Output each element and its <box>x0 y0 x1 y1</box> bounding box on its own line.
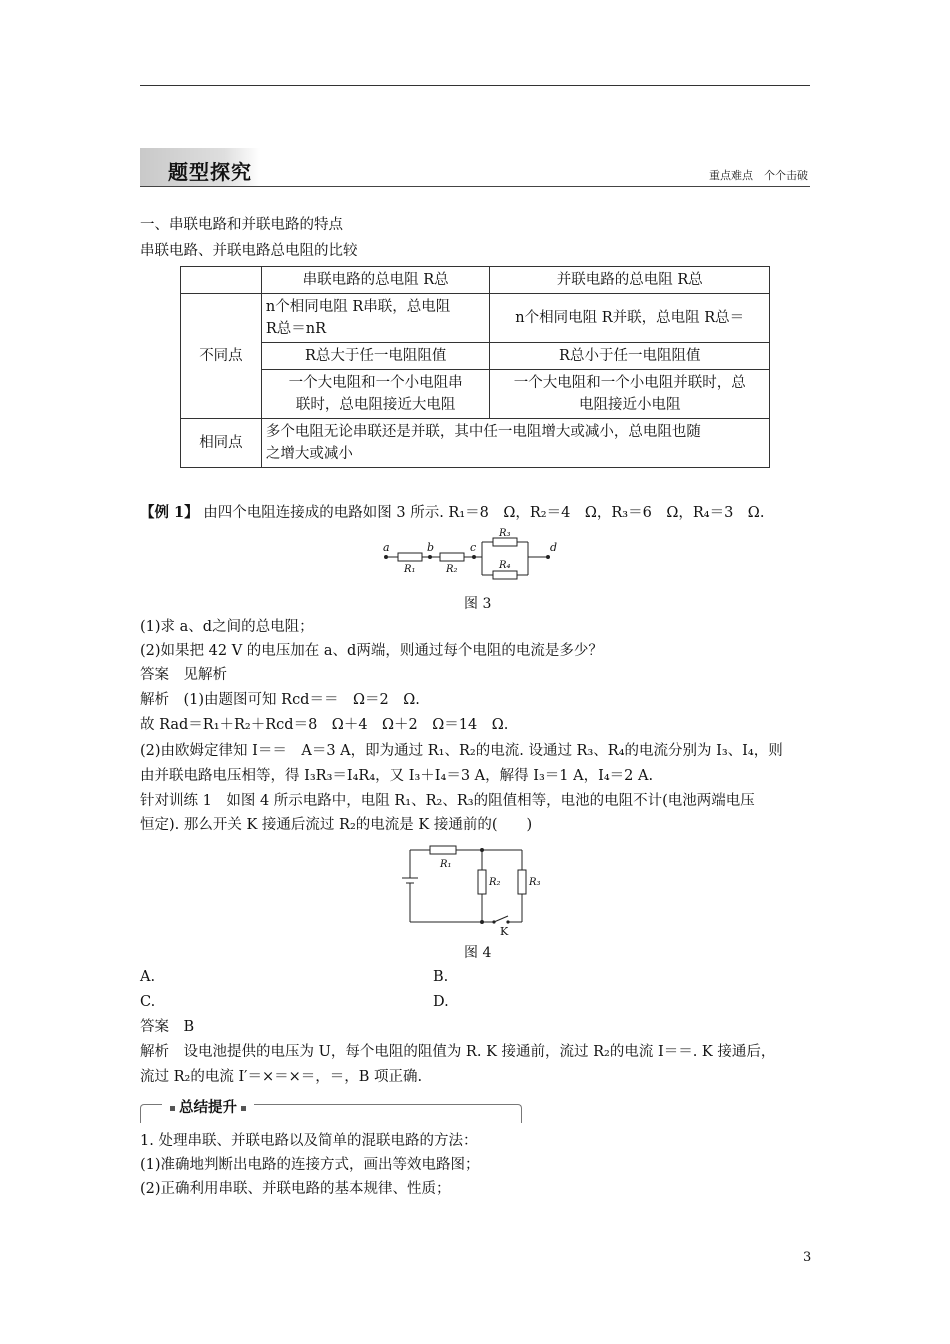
table-cell <box>261 370 490 419</box>
option-a: A. <box>140 969 156 985</box>
summary-line: 1. 处理串联、并联电路以及简单的混联电路的方法： <box>140 1133 478 1149</box>
circuit-figure-4 <box>400 842 550 938</box>
resistor-label-r2: R₂ <box>489 877 501 888</box>
cell-line: 多个电阻无论串联还是并联，其中任一电阻增大或减小，总电阻也随 <box>265 424 701 440</box>
solution-line: 解析 设电池提供的电压为 U，每个电阻的阻值为 R. K 接通前，流过 R₂的电流 I＝＝. K 接通后， <box>140 1044 776 1060</box>
table-cell: R总大于任一电阻阻值 <box>261 343 490 370</box>
resistor-label-r2: R₂ <box>446 564 458 575</box>
answer-1: 答案 见解析 <box>140 667 227 683</box>
square-bullet-icon <box>241 1106 246 1111</box>
circuit-figure-3 <box>380 528 570 584</box>
heading-2: 串联电路、并联电路总电阻的比较 <box>140 243 358 259</box>
option-b: B. <box>433 969 449 985</box>
solution-line: 由并联电路电压相等，得 I₃R₃＝I₄R₄，又 I₃＋I₄＝3 A，解得 I₃＝1 A，I₄＝2 A. <box>140 768 654 784</box>
figure-4-caption: 图 4 <box>464 945 492 961</box>
option-d: D. <box>433 994 449 1010</box>
solution-line: 流过 R₂的电流 I′＝×＝×＝，＝，B 项正确. <box>140 1069 423 1085</box>
table-cell: R总小于任一电阻阻值 <box>490 343 770 370</box>
cell-line: 一个大电阻和一个小电阻串 <box>288 375 463 391</box>
header-rule <box>140 85 810 86</box>
square-bullet-icon <box>170 1106 175 1111</box>
question-2: (2)如果把 42 V 的电压加在 a、d两端，则通过每个电阻的电流是多少？ <box>140 643 603 659</box>
table-row <box>181 370 770 419</box>
resistor-label-r4: R₄ <box>499 560 511 571</box>
section-subtitle: 重点难点 个个击破 <box>709 169 808 182</box>
switch-label-k: K <box>500 925 509 938</box>
solution-line: 解析 (1)由题图可知 Rcd＝＝ Ω＝2 Ω. <box>140 692 420 708</box>
table-row <box>181 343 770 370</box>
node-label-d: d <box>550 541 558 554</box>
question-1: (1)求 a、d之间的总电阻； <box>140 619 314 635</box>
training-1-line: 针对训练 1 如图 4 所示电路中，电阻 R₁、R₂、R₃的阻值相等，电池的电阻不计(电池两端电压 <box>140 793 755 809</box>
section-rule <box>140 186 810 187</box>
summary-line: (1)准确地判断出电路的连接方式，画出等效电路图； <box>140 1157 480 1173</box>
resistor-label-r1: R₁ <box>440 859 452 870</box>
table-row-label-same: 相同点 <box>181 419 262 468</box>
table-row <box>181 419 770 468</box>
table-row <box>181 294 770 343</box>
table-cell <box>490 370 770 419</box>
summary-heading <box>162 1096 254 1117</box>
table-cell <box>261 419 769 468</box>
table-cell <box>261 294 490 343</box>
answer-2: 答案 B <box>140 1019 195 1035</box>
table-cell-empty <box>181 267 262 294</box>
resistor-label-r3: R₃ <box>499 528 511 539</box>
example-text: 由四个电阻连接成的电路如图 3 所示. R₁＝8 Ω，R₂＝4 Ω，R₃＝6 Ω，R₄＝3 Ω. <box>203 505 765 521</box>
cell-line: 联时，总电阻接近大电阻 <box>295 397 456 413</box>
solution-line: 故 Rad＝R₁＋R₂＋Rcd＝8 Ω＋4 Ω＋2 Ω＝14 Ω. <box>140 717 509 733</box>
summary-line: (2)正确利用串联、并联电路的基本规律、性质； <box>140 1181 451 1197</box>
example-1-line <box>140 502 764 524</box>
cell-line: 电阻接近小电阻 <box>578 397 681 413</box>
figure-3-caption: 图 3 <box>464 596 492 612</box>
node-label-c: c <box>470 541 477 554</box>
table-header-series: 串联电路的总电阻 R总 <box>261 267 490 294</box>
heading-1: 一、串联电路和并联电路的特点 <box>140 217 343 233</box>
resistor-label-r1: R₁ <box>404 564 416 575</box>
cell-line: n个相同电阻 R串联，总电阻 <box>265 299 451 315</box>
table-header-parallel: 并联电路的总电阻 R总 <box>490 267 770 294</box>
cell-line: R总＝nR <box>265 321 327 337</box>
example-label: 【例 1】 <box>140 504 199 521</box>
table-row <box>181 267 770 294</box>
option-c: C. <box>140 994 156 1010</box>
node-label-a: a <box>383 541 390 554</box>
table-row-label-diff: 不同点 <box>181 294 262 419</box>
training-1-line: 恒定). 那么开关 K 接通后流过 R₂的电流是 K 接通前的( ) <box>140 817 533 833</box>
comparison-table <box>180 266 770 468</box>
summary-title: 总结提升 <box>179 1100 237 1116</box>
node-label-b: b <box>427 541 435 554</box>
solution-line: (2)由欧姆定律知 I＝＝ A＝3 A，即为通过 R₁、R₂的电流. 设通过 R₃、R₄的电流分别为 I₃、I₄，则 <box>140 743 783 759</box>
cell-line: 一个大电阻和一个小电阻并联时，总 <box>513 375 746 391</box>
page-number: 3 <box>803 1250 812 1265</box>
section-title: 题型探究 <box>168 160 252 184</box>
table-cell: n个相同电阻 R并联，总电阻 R总＝ <box>490 294 770 343</box>
resistor-label-r3: R₃ <box>529 877 541 888</box>
cell-line: 之增大或减小 <box>265 446 353 462</box>
